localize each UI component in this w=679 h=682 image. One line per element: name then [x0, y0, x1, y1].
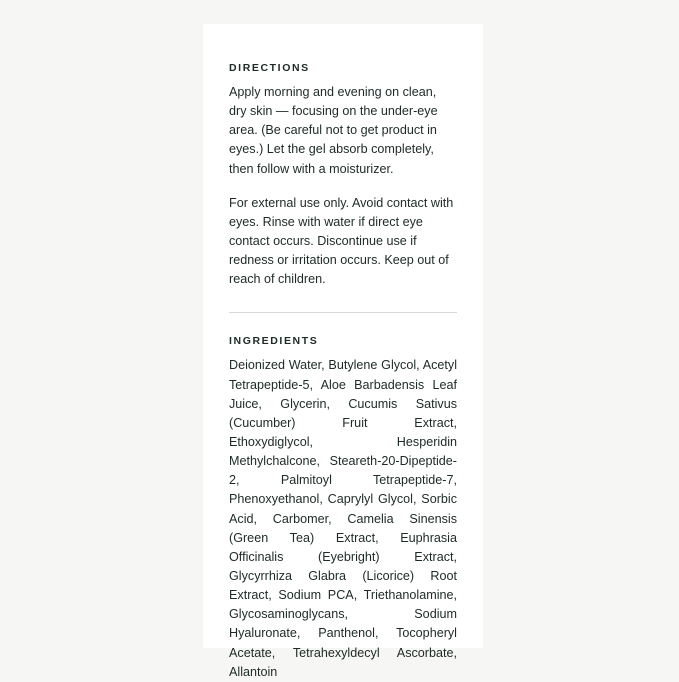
ingredients-heading: INGREDIENTS: [229, 335, 319, 348]
directions-paragraph-2: For external use only. Avoid contact with eyes. Rinse with water if direct eye contact occurs. Discontinue use if redness or irritation occurs. Keep out of reach of children.: [229, 195, 454, 287]
ingredients-block: [229, 356, 457, 681]
product-label-card: [203, 24, 483, 679]
section-divider: [229, 312, 457, 313]
directions-heading: DIRECTIONS: [229, 62, 310, 74]
directions-paragraph-1: Apply morning and evening on clean, dry skin — focusing on the under-eye area. (Be careful not to get product in eyes.) Let the gel absorb completely, then follow with a moisturizer.: [229, 85, 438, 176]
ingredients-list: Deionized Water, Butylene Glycol, Acetyl Tetrapeptide-5, Aloe Barbadensis Leaf Juice, Glycerin, Cucumis Sativus (Cucumber) Fruit Extract, Ethoxydiglycol, Hesperidin Methylchalcone, Steareth-20-Dipeptide-2, Palmitoyl Tetrapeptide-7, Phenoxyethanol, Caprylyl Glycol, Sorbic Acid, Carbomer, Camelia Sinensis (Green Tea) Extract, Euphrasia Officinalis (Eyebright) Extract, Glycyrrhiza Glabra (Licorice) Root Extract, Sodium PCA, Triethanolamine, Glycosaminoglycans, Sodium Hyaluronate, Panthenol, Tocopheryl Acetate, Tetrahexyldecyl Ascorbate, Allantoin: [229, 358, 457, 679]
